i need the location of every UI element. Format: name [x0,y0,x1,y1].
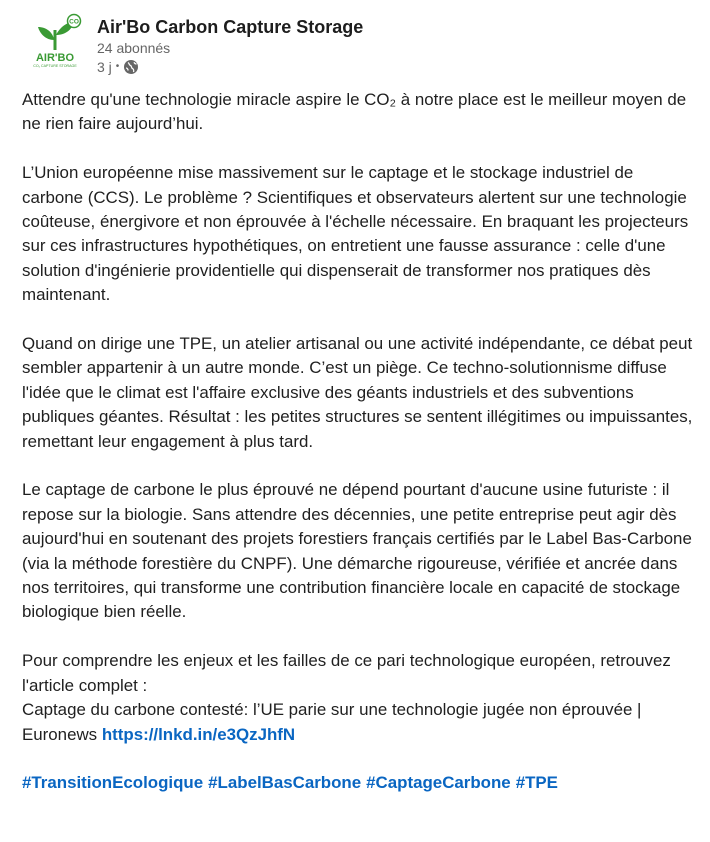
logo-badge-text: CO [69,18,79,26]
post-paragraph: Attendre qu'une technologie miracle aspire le CO₂ à notre place est le meilleur moyen de ne rien faire aujourd’hui. [22,90,687,134]
hashtag-list [22,771,694,795]
sprout-logo-icon[interactable] [22,10,88,76]
closing-intro: Pour comprendre les enjeux et les failles de ce pari technologique européen, retrouvez l'article complet : [22,651,671,695]
hashtag-tpe[interactable]: #TPE [515,773,558,793]
post-body [22,88,694,820]
logo-sub-text: CO₂ CAPTURE STORAGE [33,64,77,68]
post-time [97,58,657,76]
post-paragraph: Le captage de carbone le plus éprouvé ne dépend pourtant d'aucune usine futuriste : il repose sur la biologie. Sans attendre des décennies, une petite entreprise peut agir dès aujourd'hui en soutenant des projets forestiers français certifiés par le Label Bas-Carbone (via la méthode forestière du CNPF). Une démarche rigoureuse, vérifiée et ancrée dans nos territoires, qui transforme une contribution financière locale en capacité de stockage biologique bien réelle. [22,480,692,622]
post-paragraph: Quand on dirige une TPE, un atelier artisanal ou une activité indépendante, ce débat peut sembler appartenir à un autre monde. C’est un piège. Ce techno-solutionnisme diffuse l'idée que le climat est l'affaire exclusive des géants industriels et des subventions publiques géantes. Résultat : les petites structures se sentent illégitimes ou impuissantes, remettant leur engagement à plus tard. [22,334,693,451]
hashtag-label-bas-carbone[interactable]: #LabelBasCarbone [208,773,362,793]
post-paragraph: L’Union européenne mise massivement sur le captage et le stockage industriel de carbone (CCS). Le problème ? Scientifiques et observateurs alertent sur une technologie coûteuse, énergivore et non éprouvée à l'échelle nécessaire. En braquant les projecteurs sur ces infrastructures hypothétiques, on entretient une fausse assurance : celle d'une solution d'ingénierie providentielle qui dispenserait de transformer nos pratiques dès maintenant. [22,163,689,305]
post-time-label: 3 j [97,59,112,75]
article-link[interactable]: https://lnkd.in/e3QzJhfN [101,724,296,744]
closing-paragraph [22,649,694,747]
follower-count: 24 abonnés [97,40,171,56]
hashtag-captage-carbone[interactable]: #CaptageCarbone [366,773,511,793]
globe-icon [123,59,139,75]
hashtag-transition-ecologique[interactable]: #TransitionEcologique [22,773,204,793]
article-title: Captage du carbone contesté: l’UE parie sur une technologie jugée non éprouvée | Euronews [22,700,642,744]
logo-brand-text: AIR'BO [35,52,75,64]
separator-dot: • [115,61,120,72]
post-meta [97,16,657,76]
author-name[interactable]: Air'Bo Carbon Capture Storage [97,17,364,37]
